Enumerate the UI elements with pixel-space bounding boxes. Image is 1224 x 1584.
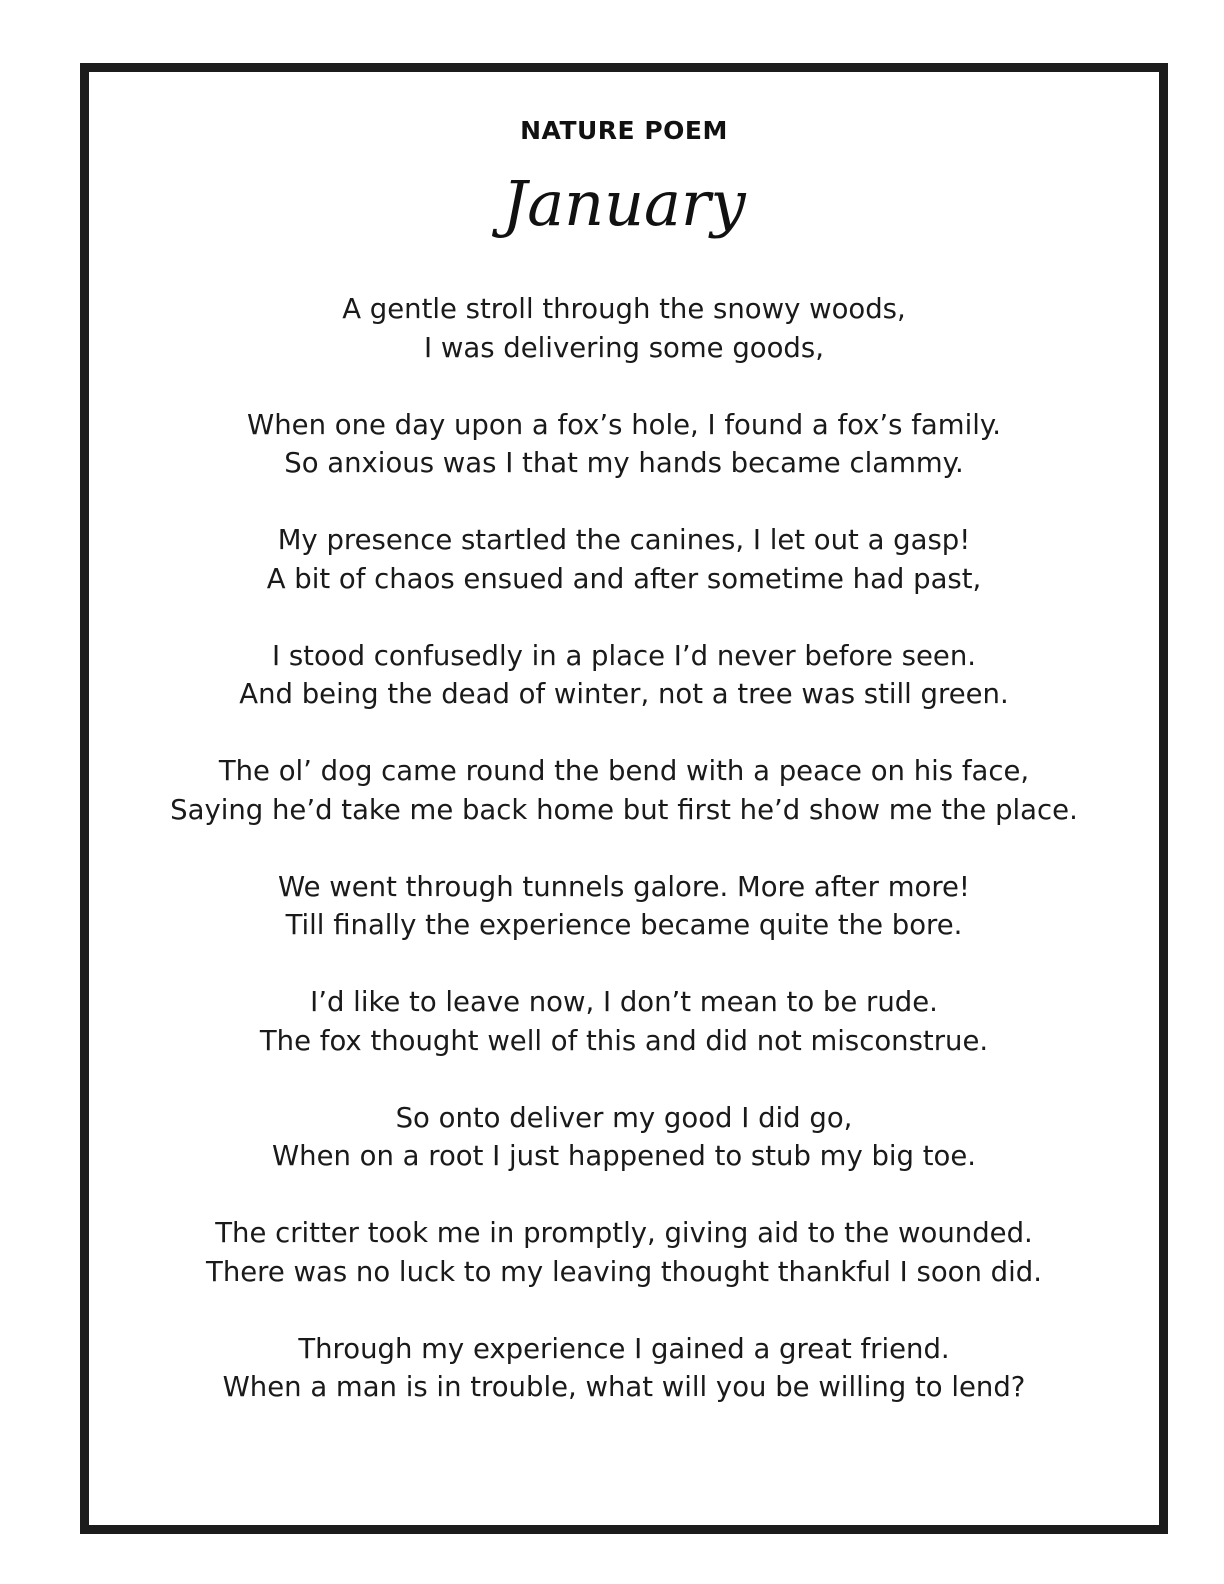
stanza (159, 290, 1089, 367)
stanza (159, 521, 1089, 598)
poem-line: Saying he’d take me back home but first he’d show me the place. (170, 793, 1078, 826)
stanza (159, 637, 1089, 714)
poem-line: When one day upon a fox’s hole, I found a fox’s family. (247, 408, 1001, 441)
poem-line: Through my experience I gained a great friend. (298, 1332, 950, 1365)
poem-title: January (502, 167, 746, 240)
stanza (159, 1330, 1089, 1407)
poem-line: A bit of chaos ensued and after sometime had past, (266, 562, 982, 595)
poem-line: The fox thought well of this and did not misconstrue. (259, 1024, 989, 1057)
poem-line: The critter took me in promptly, giving aid to the wounded. (215, 1217, 1033, 1249)
stanza (159, 983, 1089, 1060)
stanza (159, 868, 1089, 945)
stanza (159, 1214, 1089, 1291)
poem-line: When a man is in trouble, what will you be willing to lend? (222, 1371, 1026, 1403)
poem-line: Till finally the experience became quite the bore. (285, 909, 963, 941)
poem-line: I stood confusedly in a place I’d never before seen. (271, 639, 976, 672)
stanza (159, 1099, 1089, 1176)
poem-body (159, 290, 1089, 1407)
poem-line: A gentle stroll through the snowy woods, (342, 293, 906, 325)
poem-line: I was delivering some goods, (424, 331, 824, 364)
stanza (159, 406, 1089, 483)
page-border (80, 63, 1168, 1534)
poem-line: When on a root I just happened to stub my big toe. (271, 1140, 977, 1172)
poem-line: And being the dead of winter, not a tree was still green. (239, 678, 1009, 710)
stanza (159, 752, 1089, 829)
poem-line: So anxious was I that my hands became clammy. (284, 447, 964, 479)
poem-line: I’d like to leave now, I don’t mean to be rude. (310, 986, 938, 1018)
poem-line: The ol’ dog came round the bend with a peace on his face, (218, 755, 1030, 787)
poem-category-label: NATURE POEM (520, 116, 728, 145)
poem-line: We went through tunnels galore. More after more! (278, 870, 970, 903)
poem-line: My presence startled the canines, I let out a gasp! (277, 524, 971, 556)
poem-line: So onto deliver my good I did go, (395, 1101, 853, 1134)
poem-line: There was no luck to my leaving thought thankful I soon did. (206, 1255, 1042, 1288)
